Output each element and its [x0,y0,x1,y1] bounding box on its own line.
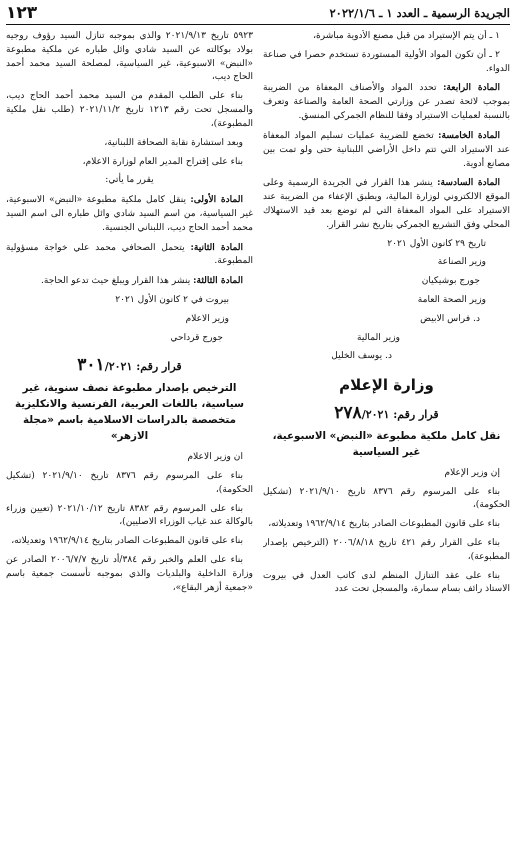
article-label: المادة السادسة: [437,177,500,189]
article-4 [263,81,510,123]
article-text: ينشر هذا القرار ويبلغ حيث تدعو الحاجة. [40,276,194,287]
right-column [263,30,510,849]
decision-number-line [6,353,253,379]
decision-prefix: قرار رقم: [136,360,182,374]
signatory-name: جورج قرداحي [170,332,223,343]
decision-date: بيروت في ٢ كانون الأول ٢٠٢١ [115,295,229,305]
recital: بناء على القرار رقم ٤٢١ تاريخ ٢٠٠٦/٨/١٨ (الترخيص بإصدار المطبوعة)، [263,538,510,562]
decision-prefix: قرار رقم: [393,408,439,422]
signatory-name: د. يوسف الخليل [331,351,392,362]
article-3 [6,274,253,289]
condition-item-2: ٢ ـ أن تكون المواد الأولية المستوردة تستخدم حصرا في صناعة الدواء. [263,49,510,74]
recital: بناء على عقد التنازل المنظم لدى كاتب العدل في بيروت الاستاذ رائف بسام سمارة، والمسجل تحت عدد [263,570,510,595]
decision-number: ٣٠١ [77,355,105,376]
article-text: تخضع للضريبة عمليات تسليم المواد المعفاة عند الاستيراد التي تتم داخل الأراضي اللبنانية حتى ولو تمت بين مصانع أدوية. [263,130,510,169]
article-text: يتحمل الصحافي محمد علي خواجة مسؤولية المطبوعة. [6,242,253,267]
article-label: المادة الرابعة: [443,82,500,94]
article-text: ينشر هذا القرار في الجريدة الرسمية وعلى الموقع الالكتروني لوزارة المالية، ويطبق الإعفاء من الضريبة عند الاستيراد على المواد المعفاة التي لم توضع بعد قيد الاستهلاك المحلي وفق التشريع الجمركي بتاريخ نشر القرار. [263,178,510,230]
decision-intro: إن وزير الإعلام [444,467,500,478]
decision-intro: ان وزير الاعلام [187,452,243,463]
gazette-title: الجريدة الرسمية ـ العدد ١ ـ ٢٠٢٢/١/٦ [329,6,510,20]
recital: بناء على المرسوم رقم ٨٣٧٦ تاريخ ٢٠٢١/٩/١٠ (تشكيل الحكومة)، [6,470,253,495]
article-label: المادة الأولى: [190,194,243,206]
recital: بناء على المرسوم رقم ٨٣٨٢ تاريخ ٢٠٢١/١٠/١٢ (تعيين وزراء بالوكالة عند غياب الوزراء الاصليين)، [6,503,253,528]
article-label: المادة الخامسة: [438,129,500,141]
article-label: المادة الثالثة: [193,275,243,287]
signatory-title: وزير الاعلام [185,313,229,324]
decision-year: /٢٠٢١ [104,360,133,374]
decides-heading: يقرر ما يأتي: [105,175,154,186]
page-header [6,2,510,25]
recital: بناء على العلم والخبر رقم ٣٨٤/أد تاريخ ٢٠٠٦/٧/٧ الصادر عن وزارة الداخلية والبلديات والذي بموجبه تأسست جمعية باسم «جمعية أزهر البقاع»، [6,554,253,593]
decision-date: تاريخ ٢٩ كانون الأول ٢٠٢١ [387,238,486,249]
article-6 [263,176,510,232]
decision-number: ٢٧٨ [334,403,362,424]
article-text: تحدد المواد والأصناف المعفاة من الضريبة بموجب لائحة تصدر عن وزارتي الصحة العامة والصناعة وتعرف بالنسبة لعمليات الاستيراد وفقا للنظام الجمركي المنسق. [263,83,510,122]
decision-number-line [263,401,510,427]
decision-year: /٢٠٢١ [361,408,390,422]
decision-title: نقل كامل ملكية مطبوعة «النبض» الاسبوعية، غير السياسية [272,429,501,458]
recital: بناء على إقتراح المدير العام لوزارة الاعلام، [82,156,243,167]
decision-title: الترخيص بإصدار مطبوعة نصف سنوية، غير سياسية، باللغات العربية، الفرنسية والانكليزية متخصصة بالدراسات الاسلامية باسم «مجلة الازهر» [14,382,245,443]
left-column [6,30,253,849]
signatory-title: وزير الصحة العامة [417,295,486,305]
signatory-name: جورج بوشيكيان [421,276,480,287]
recital-continuation: ٥٩٢٣ تاريخ ٢٠٢١/٩/١٣ والذي بموجبه تنازل السيد رؤوف روجيه بولاد بوكالته عن السيد شادي وائل طباره عن ملكية مطبوعة «النبض» الاسبوعية، غير السياسية، لمصلحة السيد محمد أحمد الحاج ديب، [6,31,253,83]
recital: بناء على قانون المطبوعات الصادر بتاريخ ١٩٦٢/٩/١٤ وتعديلاته، [268,519,500,530]
signatory-title: وزير المالية [357,332,400,343]
recital: وبعد استشارة نقابة الصحافة اللبنانية، [104,137,243,148]
recital: بناء على قانون المطبوعات الصادر بتاريخ ١٩٦٢/٩/١٤ وتعديلاته، [11,536,243,547]
condition-item-1: ١ ـ أن يتم الإستيراد من قبل مصنع الأدوية مباشرة، [313,31,500,41]
article-1 [6,193,253,235]
columns [6,30,510,849]
signatory-name: د. فراس الابيض [420,313,480,324]
page-number: ١٢٣ [6,3,38,23]
recital: بناء على الطلب المقدم من السيد محمد أحمد الحاج ديب، والمسجل تحت رقم ١٢١٣ تاريخ ٢٠٢١/١١/٢ (طلب نقل ملكية المطبوعة)، [6,91,253,129]
article-5 [263,129,510,171]
recital: بناء على المرسوم رقم ٨٣٧٦ تاريخ ٢٠٢١/٩/١٠ (تشكيل الحكومة)، [263,486,510,511]
ministry-heading: وزارة الإعلام [339,376,434,395]
article-2 [6,241,253,270]
signatory-title: وزير الصناعة [437,257,486,268]
article-label: المادة الثانية: [190,241,244,253]
article-text: ينقل كامل ملكية مطبوعة «النبض» الاسبوعية، غير السياسية، من اسم السيد شادي وائل طباره الى اسم السيد محمد أحمد الحاج ديب، اللبناني الجنسية. [6,195,253,233]
